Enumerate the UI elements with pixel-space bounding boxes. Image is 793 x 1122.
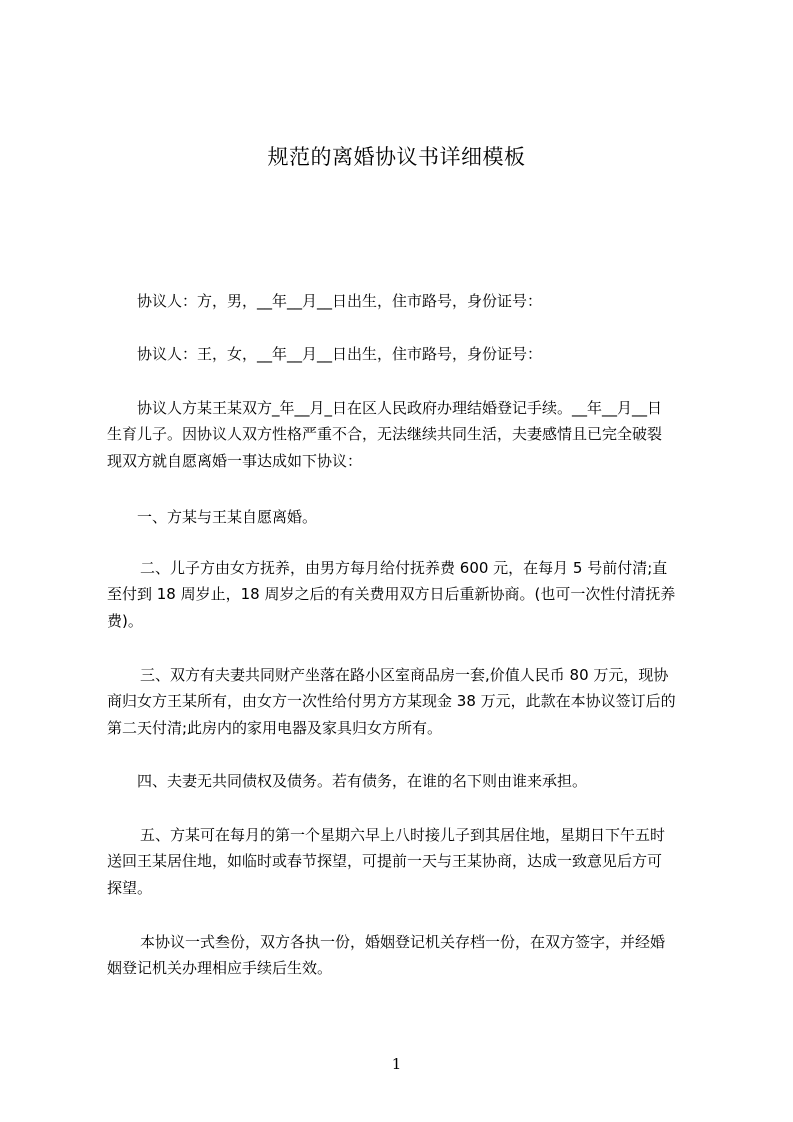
intro-line-3: 现双方就自愿离婚一事达成如下协议： (107, 452, 363, 470)
clause-3-line-1: 三、双方有夫妻共同财产坐落在路小区室商品房一套,价值人民币 80 万元，现协 (140, 666, 669, 684)
clause-5-line-2: 送回王某居住地，如临时或春节探望，可提前一天与王某协商，达成一致意见后方可 (107, 852, 663, 870)
clause-2-line-2: 至付到 18 周岁止，18 周岁之后的有关费用双方日后重新协商。(也可一次性付清抚养 (107, 585, 676, 603)
clause-1: 一、方某与王某自愿离婚。 (137, 508, 318, 526)
clause-3-line-2: 商归女方王某所有，由女方一次性给付男方方某现金 38 万元，此款在本协议签订后的 (107, 692, 676, 710)
effect-line-1: 本协议一式叁份，双方各执一份，婚姻登记机关存档一份，在双方签字，并经婚 (140, 933, 666, 951)
party-line-1: 协议人：方，男，__年__月__日出生，住市路号，身份证号： (137, 292, 543, 310)
clause-2-line-1: 二、儿子方由女方抚养，由男方每月给付抚养费 600 元，在每月 5 号前付清;直 (140, 559, 668, 577)
clause-2-line-3: 费)。 (107, 612, 143, 630)
intro-line-2: 生育儿子。因协议人双方性格严重不合，无法继续共同生活，夫妻感情且已完全破裂 (107, 425, 663, 443)
document-title: 规范的离婚协议书详细模板 (267, 145, 526, 169)
clause-4: 四、夫妻无共同债权及债务。若有债务，在谁的名下则由谁来承担。 (137, 772, 588, 790)
intro-line-1: 协议人方某王某双方_年__月_日在区人民政府办理结婚登记手续。__年__月__日 (137, 399, 663, 417)
clause-5-line-3: 探望。 (107, 879, 153, 897)
effect-line-2: 姻登记机关办理相应手续后生效。 (107, 959, 333, 977)
page-number: 1 (391, 1055, 402, 1073)
clause-5-line-1: 五、方某可在每月的第一个星期六早上八时接儿子到其居住地，星期日下午五时 (140, 826, 666, 844)
clause-3-line-3: 第二天付清;此房内的家用电器及家具归女方所有。 (107, 719, 443, 737)
party-line-2: 协议人：王，女，__年__月__日出生，住市路号，身份证号： (137, 345, 543, 363)
